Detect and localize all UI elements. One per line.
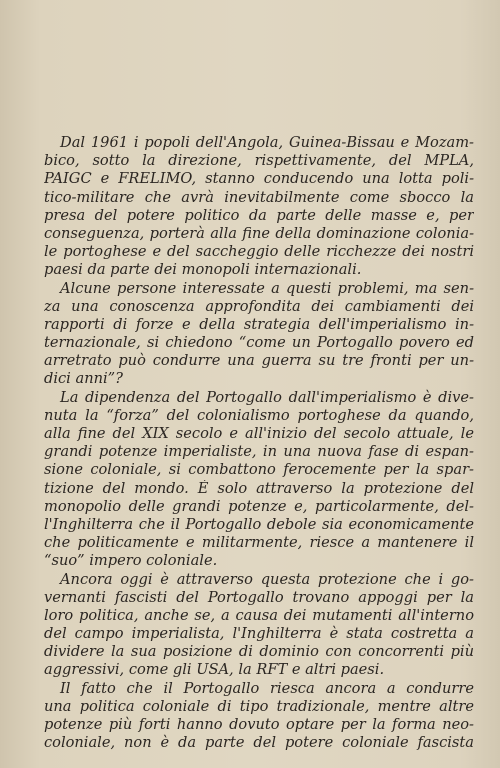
text-line: La dipendenza del Portogallo dall'imperialismo è dive-	[60, 388, 474, 406]
text-line: tico-militare che avrà inevitabilmente come sbocco la	[44, 188, 474, 206]
text-line: conseguenza, porterà alla fine della dominazione colonia-	[44, 224, 474, 242]
text-line: ternazionale, si chiedono “come un Portogallo povero ed	[44, 334, 474, 352]
text-line: potenze più forti hanno dovuto optare per la forma neo-	[44, 716, 474, 733]
paragraph-5	[44, 680, 474, 753]
text-line: dividere la sua posizione di dominio con concorrenti più	[44, 643, 474, 661]
text-line: le portoghese e del saccheggio delle ricchezze dei nostri	[44, 243, 474, 261]
text-line: alla fine del XIX secolo e all'inizio del secolo attuale, le	[44, 425, 474, 442]
text-line: nuta la “forza” del colonialismo portoghese da quando,	[44, 406, 474, 424]
text-line: za una conoscenza approfondita dei cambiamenti dei	[44, 297, 474, 315]
text-line: che politicamente e militarmente, riesce a mantenere il	[44, 534, 474, 552]
text-line: bico, sotto la direzione, rispettivamente, del MPLA,	[44, 152, 474, 170]
text-line: del campo imperialista, l'Inghilterra è stata costretta a	[44, 625, 474, 643]
paragraph-3	[44, 389, 474, 571]
text-line: l'Inghilterra che il Portogallo debole sia economicamente	[44, 515, 474, 533]
page-text	[44, 134, 474, 752]
text-line: presa del potere politico da parte delle masse e, per	[44, 206, 474, 224]
text-line: una politica coloniale di tipo tradizionale, mentre altre	[44, 697, 474, 715]
text-line: loro politica, anche se, a causa dei mutamenti all'interno	[44, 606, 474, 624]
text-line: Dal 1961 i popoli dell'Angola, Guinea-Bissau e Mozam-	[60, 134, 474, 151]
text-line: tizione del mondo. È solo attraverso la protezione del	[44, 479, 474, 497]
text-line: dici anni”?	[44, 370, 123, 388]
text-line: arretrato può condurre una guerra su tre fronti per un-	[44, 352, 474, 370]
text-line: Il fatto che il Portogallo riesca ancora a condurre	[60, 679, 474, 697]
text-line: grandi potenze imperialiste, in una nuova fase di espan-	[44, 443, 474, 461]
paragraph-1	[44, 134, 474, 280]
text-line: Alcune persone interessate a questi problemi, ma sen-	[60, 279, 474, 297]
paragraph-4	[44, 571, 474, 680]
text-line: Ancora oggi è attraverso questa protezione che i go-	[60, 570, 474, 588]
text-line: sione coloniale, si combattono ferocemente per la spar-	[44, 461, 474, 479]
paragraph-2	[44, 280, 474, 389]
text-line: aggressivi, come gli USA, la RFT e altri paesi.	[44, 661, 385, 679]
text-line: PAIGC e FRELIMO, stanno conducendo una lotta poli-	[44, 170, 474, 188]
text-line: vernanti fascisti del Portogallo trovano appoggi per la	[44, 588, 474, 606]
text-line: rapporti di forze e della strategia dell'imperialismo in-	[44, 315, 474, 333]
text-line: paesi da parte dei monopoli internazionali.	[44, 261, 362, 279]
text-line: coloniale, non è da parte del potere coloniale fascista	[44, 734, 474, 752]
text-line: monopolio delle grandi potenze e, particolarmente, del-	[44, 497, 474, 515]
text-line: “suo” impero coloniale.	[44, 552, 218, 570]
